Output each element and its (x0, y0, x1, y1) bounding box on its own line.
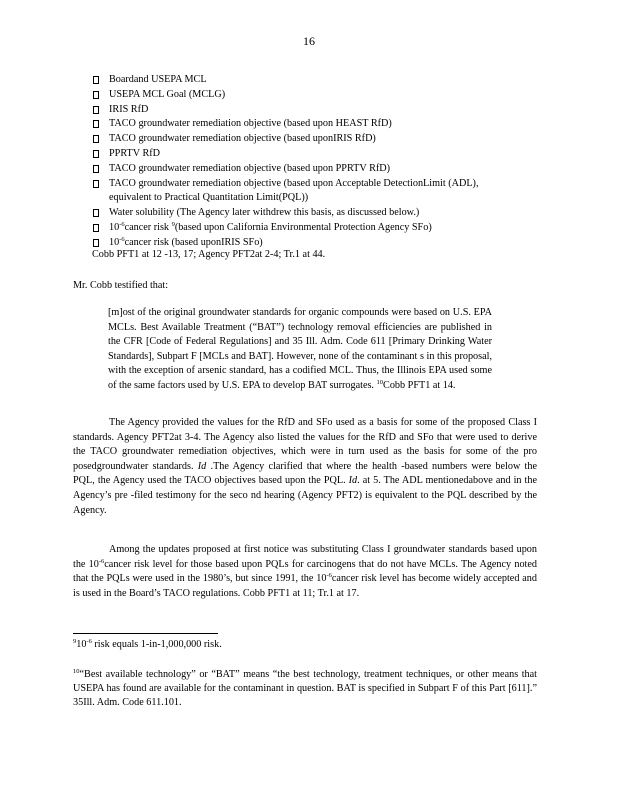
checkbox-glyph-icon (93, 106, 99, 114)
checkbox-glyph-icon (93, 120, 99, 128)
checkbox-glyph-icon (93, 76, 99, 84)
page-number: 16 (303, 34, 315, 48)
bullet-list (93, 73, 513, 251)
checkbox-glyph-icon (93, 239, 99, 247)
list-item: TACO groundwater remediation objective (based uponIRIS RfD) (93, 132, 513, 147)
checkbox-glyph-icon (93, 224, 99, 232)
footnote-divider (73, 633, 218, 634)
footnote-ref: 9 (171, 220, 175, 228)
intro-text: Mr. Cobb testified that: (73, 280, 169, 291)
checkbox-glyph-icon (93, 135, 99, 143)
checkbox-glyph-icon (93, 91, 99, 99)
list-item: $10^{-6}cancer$ risk (based uponIRIS SFo) (93, 236, 513, 251)
checkbox-glyph-icon (93, 209, 99, 217)
footnote: $^{10}$“Best available technology” or “BAT” means “the best technology, treatment techniques, or other means that USEPA has found are available for the contaminant in question. BAT is specified in Subpart F of this Part [611].” 35Ill. Adm. Code 611.101. (73, 668, 537, 708)
footnote: $^910^{-6}$ risk equals 1-in-1,000,000 risk. (73, 638, 222, 650)
checkbox-glyph-icon (93, 150, 99, 158)
citation: Cobb PFT1 at 12 -13, 17; Agency PFT2at 2-4; Tr.1 at 44. (92, 249, 326, 260)
paragraph: Among the updates proposed at first notice was substituting Class I groundwater standards based upon the $10^{-6}cancer$ risk level for those based upon PQLs for carcinogens that do not have MCLs. The Agency noted that the PQLs were used in the 1980’s, but since 1991, the $10^{-6}cancer$ risk level has become widely accepted and is used in the Board’s TACO regulations. Cobb PFT1 at 11; Tr.1 at 17. (73, 544, 537, 599)
list-item: USEPA MCL Goal (MCLG) (93, 88, 513, 103)
list-item: TACO groundwater remediation objective (based upon HEAST RfD) (93, 117, 513, 132)
list-item: PPRTV RfD (93, 147, 513, 162)
list-item: Water solubility (The Agency later withdrew this basis, as discussed below.) (93, 206, 513, 221)
block-quote: [m]ost of the original groundwater standards for organic compounds were based on U.S. EPA MCLs. Best Available Treatment (“BAT”) technology removal efficiencies are published in the CFR [Code of Federal Regulations] and 35 Ill. Adm. Code 611 [Primary Drinking Water Standards], Subpart F [MCLs and BAT]. However, none of the contaminant s in this proposal, with the exception of arsenic standard, has a codified MCL. Thus, the Illinois EPA used some of the same factors used by U.S. EPA to develop BAT surrogates. $^{10}$Cobb PFT1 at 14. (108, 307, 492, 391)
list-item: Boardand USEPA MCL (93, 73, 513, 88)
list-item: TACO groundwater remediation objective (based upon PPRTV RfD) (93, 162, 513, 177)
paragraph: The Agency provided the values for the RfD and SFo used as a basis for some of the proposed Class I standards. Agency PFT2at 3-4. The Agency also listed the values for the RfD and SFo that were used to derive the TACO groundwater remediation objectives, which were in turn used as the basis for some of the pro posedgroundwater standards. Id .The Agency clarified that where the health -based numbers were below the PQL, the Agency used the TACO objectives based upon the PQL. Id. at 5. The ADL mentionedabove and in the Agency’s pre -filed testimony for the seco nd hearing (Agency PFT2) is equivalent to the PQL described by the Agency. (73, 417, 538, 516)
checkbox-glyph-icon (93, 165, 99, 173)
footnote-ref: 10 (376, 378, 384, 386)
list-item: $10^{-6}cancer$ risk $^9$(based upon California Environmental Protection Agency SFo) (93, 221, 513, 236)
list-item: TACO groundwater remediation objective (based upon Acceptable DetectionLimit (ADL), equivalent to Practical Quantitation Limit(PQL)) (93, 177, 513, 207)
list-item: IRIS RfD (93, 103, 513, 118)
checkbox-glyph-icon (93, 180, 99, 188)
